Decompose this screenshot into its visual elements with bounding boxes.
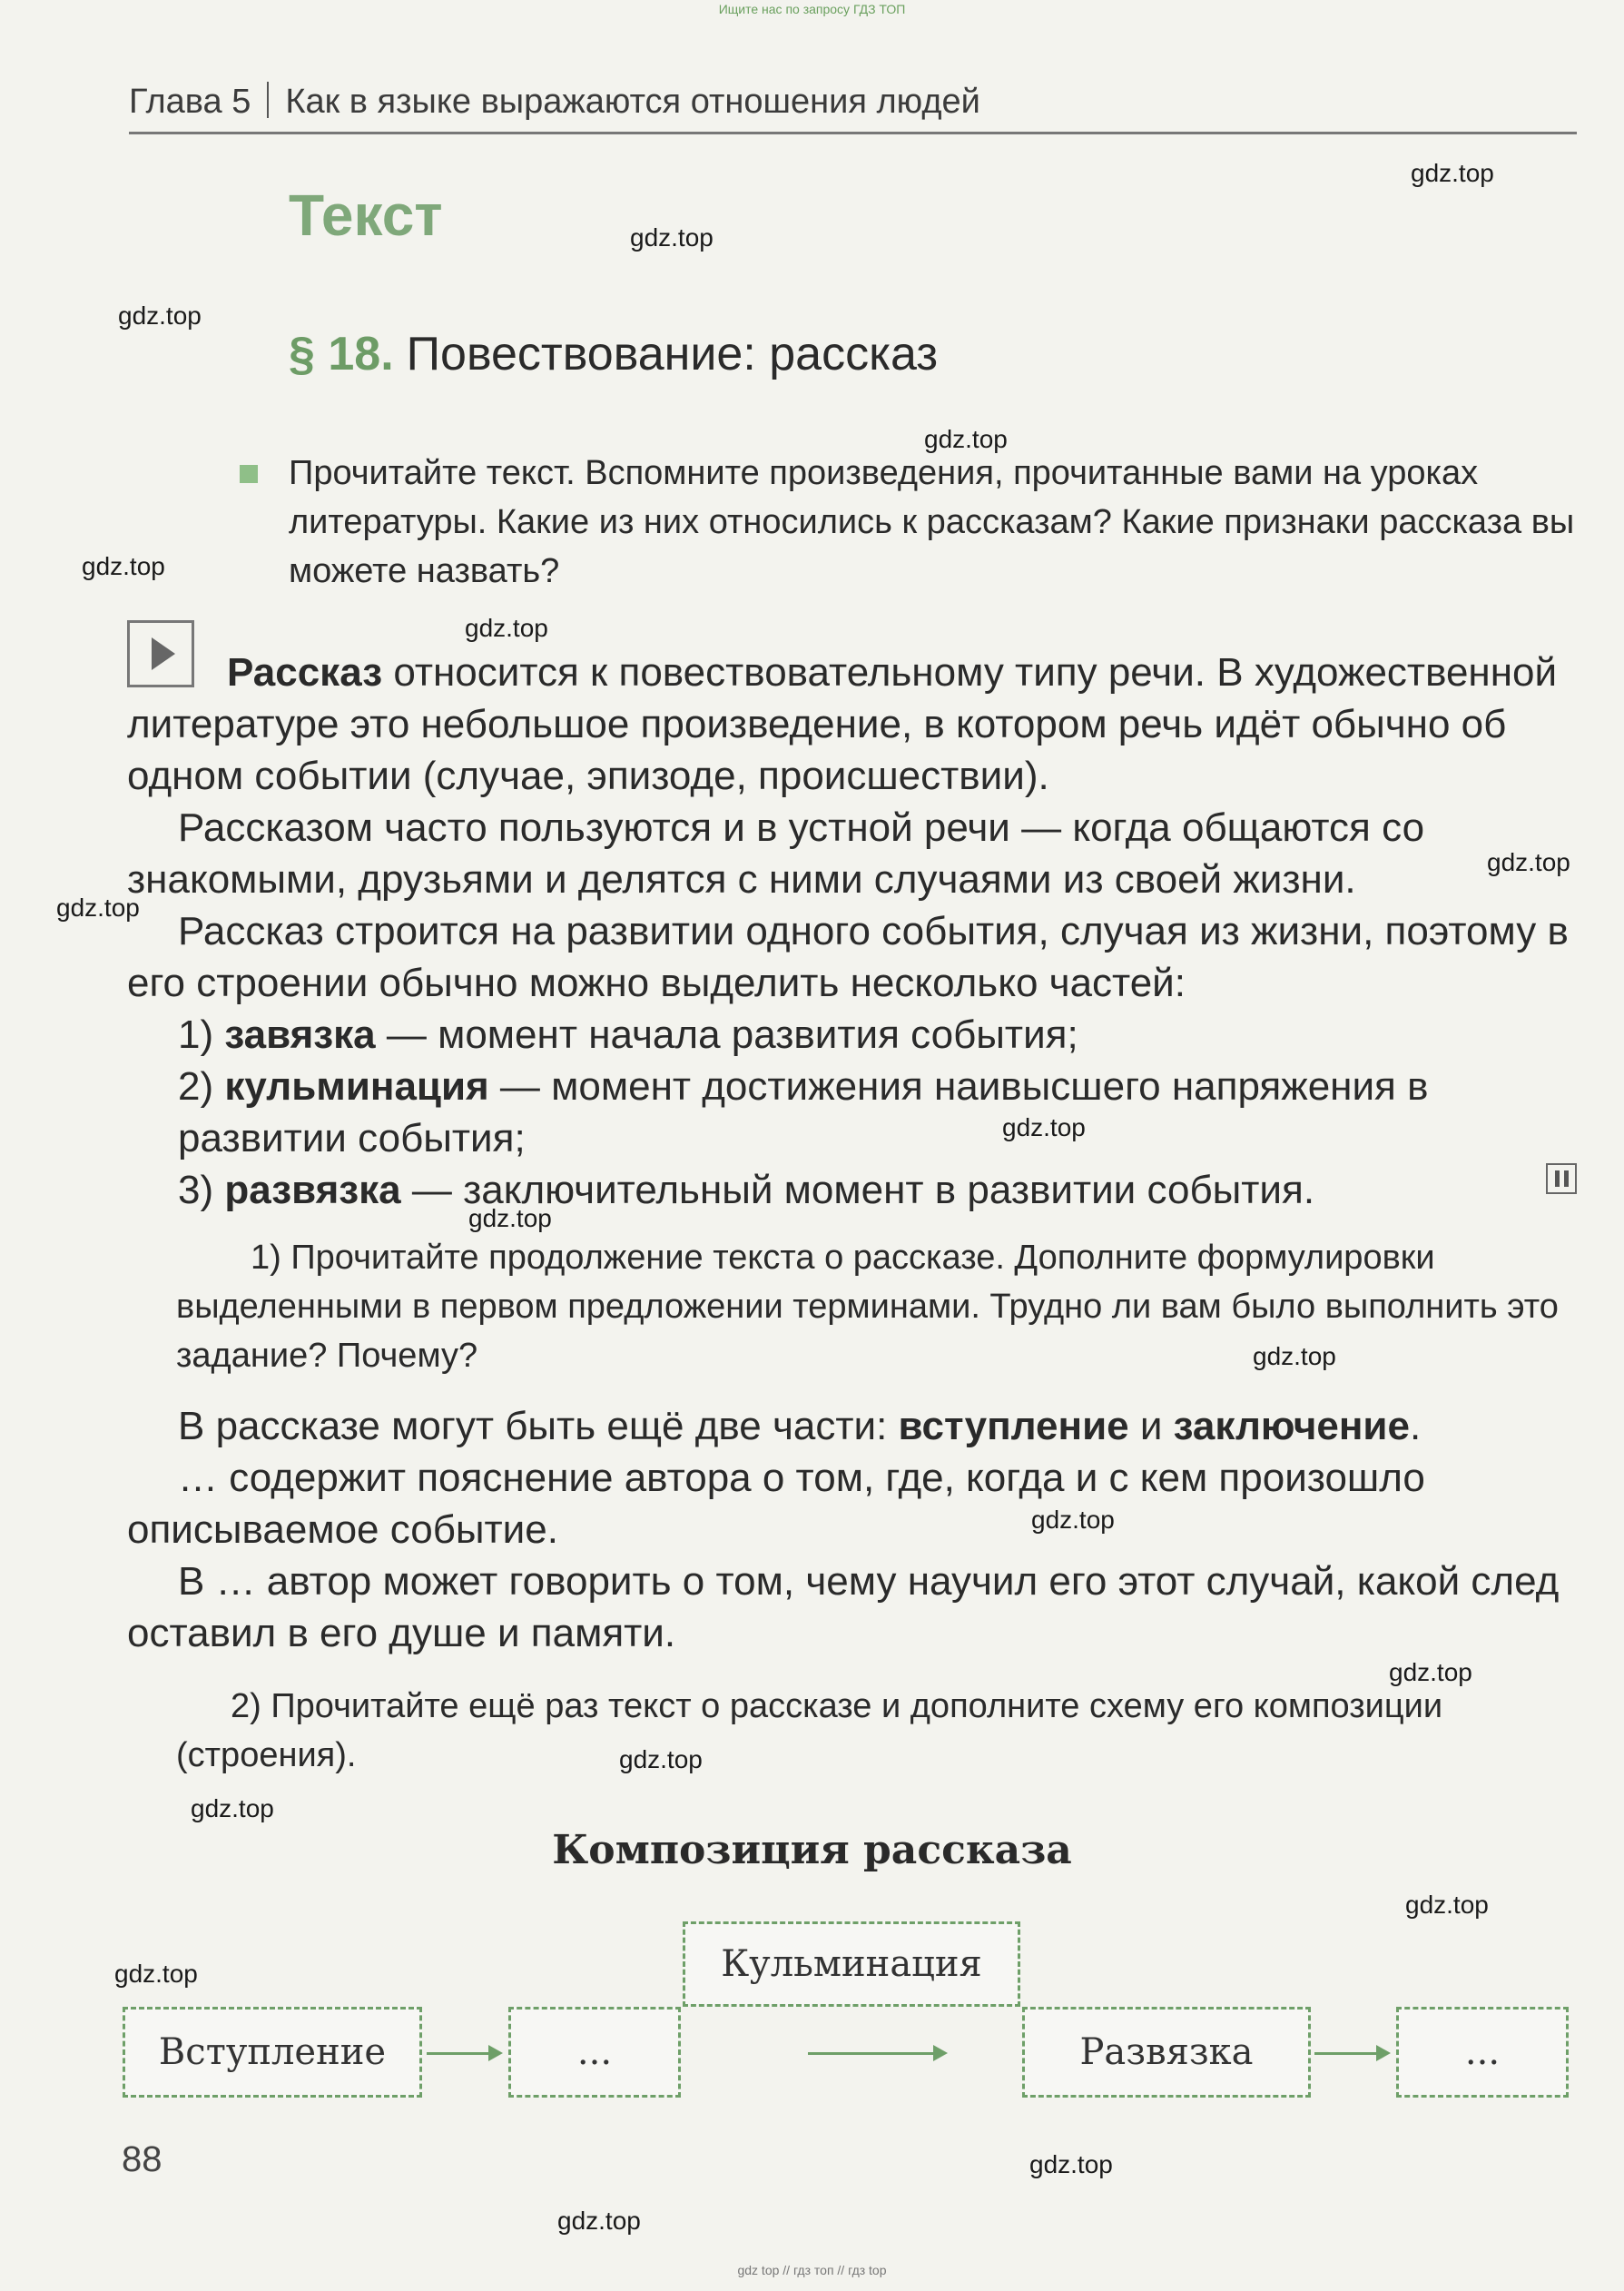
intro-text: Прочитайте текст. Вспомните произведения, прочитанные вами на уроках литературы. Какие из них относились к рассказам? Какие признаки рассказа вы можете назвать? — [289, 454, 1575, 590]
list-item — [178, 1164, 1580, 1216]
arrow-icon — [1314, 2052, 1387, 2055]
term-zavyazka: завязка — [224, 1012, 376, 1057]
watermark: gdz.top — [468, 1204, 552, 1232]
continuation-paragraph-2: … содержит пояснение автора о том, где, когда и с кем произошло описываемое событие. — [127, 1456, 1425, 1552]
box-vstuplenie: Вступление — [123, 2007, 422, 2098]
chapter-header — [129, 82, 980, 122]
list-text: — заключительный момент в развитии события. — [400, 1168, 1315, 1212]
task-2: 2) Прочитайте ещё раз текст о рассказе и дополните схему его композиции (строения). — [176, 1687, 1443, 1774]
top-note: Ищите нас по запросу ГДЗ ТОП — [718, 2, 906, 16]
square-bullet-icon — [240, 465, 258, 483]
continuation-block — [127, 1400, 1580, 1659]
watermark: gdz.top — [114, 1960, 198, 1988]
watermark: gdz.top — [557, 2207, 641, 2235]
paragraph-name: Повествование: рассказ — [406, 328, 939, 380]
watermark: gdz.top — [1411, 159, 1494, 187]
chapter-title: Как в языке выражаются отношения людей — [285, 83, 980, 121]
list-number: 1) — [178, 1012, 214, 1057]
arrow-icon — [427, 2052, 499, 2055]
watermark: gdz.top — [1487, 848, 1570, 876]
box-blank-2[interactable]: ... — [1396, 2007, 1569, 2098]
watermark: gdz.top — [1031, 1506, 1115, 1534]
pause-icon — [1546, 1163, 1577, 1194]
theory-paragraph-2: Рассказом часто пользуются и в устной речи — когда общаются со знакомыми, друзьями и делятся с ними случаями из своей жизни. — [127, 805, 1425, 902]
bottom-note: gdz top // гдз топ // гдз top — [737, 2263, 887, 2277]
watermark: gdz.top — [1029, 2150, 1113, 2178]
box-razvyazka: Развязка — [1022, 2007, 1311, 2098]
box-kulminatsiya: Кульминация — [683, 1921, 1020, 2007]
watermark: gdz.top — [1389, 1658, 1472, 1686]
continuation-text: В рассказе могут быть ещё две части: — [178, 1404, 899, 1448]
continuation-text: и — [1128, 1404, 1174, 1448]
watermark: gdz.top — [118, 301, 202, 330]
paragraph-number: § 18. — [289, 328, 394, 380]
continuation-paragraph-3: В … автор может говорить о том, чему научил его этот случай, какой след оставил в его душе и памяти. — [127, 1559, 1560, 1655]
continuation-paragraph-1 — [127, 1400, 1580, 1452]
page-number: 88 — [122, 2139, 162, 2179]
term-zaklyuchenie: заключение — [1173, 1404, 1410, 1448]
paragraph-title — [289, 327, 938, 381]
watermark: gdz.top — [82, 552, 165, 580]
theory-block — [127, 647, 1580, 1216]
list-text: — момент достижения наивысшего напряжения в развитии события; — [178, 1064, 1429, 1160]
theory-paragraph-3: Рассказ строится на развитии одного события, случая из жизни, поэтому в его строении обычно можно выделить несколько частей: — [127, 909, 1569, 1005]
list-number: 2) — [178, 1064, 214, 1109]
list-item — [178, 1061, 1580, 1164]
watermark: gdz.top — [191, 1794, 274, 1822]
list-text: — момент начала развития события; — [375, 1012, 1078, 1057]
term-rasskaz: Рассказ — [227, 650, 383, 695]
watermark: gdz.top — [1253, 1342, 1336, 1370]
term-vstuplenie: вступление — [898, 1404, 1129, 1448]
header-divider — [267, 82, 269, 118]
list-item — [178, 1009, 1580, 1061]
chapter-label: Глава 5 — [129, 83, 251, 121]
watermark: gdz.top — [1405, 1891, 1489, 1919]
theory-text-1: относится к повествовательному типу речи. В художественной литературе это небольшое произведение, в котором речь идёт обычно об одном событии (случае, эпизоде, происшествии). — [127, 650, 1558, 798]
watermark: gdz.top — [924, 425, 1008, 453]
list-number: 3) — [178, 1168, 214, 1212]
watermark: gdz.top — [465, 614, 548, 642]
watermark: gdz.top — [619, 1745, 703, 1773]
watermark: gdz.top — [630, 223, 714, 252]
continuation-text: . — [1409, 1404, 1422, 1448]
term-kulminatsiya: кульминация — [224, 1064, 489, 1109]
watermark: gdz.top — [56, 894, 140, 922]
theory-paragraph-1 — [127, 647, 1580, 802]
schema-title: Композиция рассказа — [552, 1827, 1072, 1873]
section-title: Текст — [289, 183, 443, 248]
box-blank-1[interactable]: ... — [508, 2007, 681, 2098]
term-razvyazka: развязка — [224, 1168, 401, 1212]
arrow-icon — [808, 2052, 944, 2055]
watermark: gdz.top — [1002, 1113, 1086, 1141]
header-rule — [129, 132, 1577, 134]
task-1: 1) Прочитайте продолжение текста о рассказе. Дополните формулировки выделенными в первом предложении терминами. Трудно ли вам было выполнить это задание? Почему? — [176, 1239, 1559, 1375]
